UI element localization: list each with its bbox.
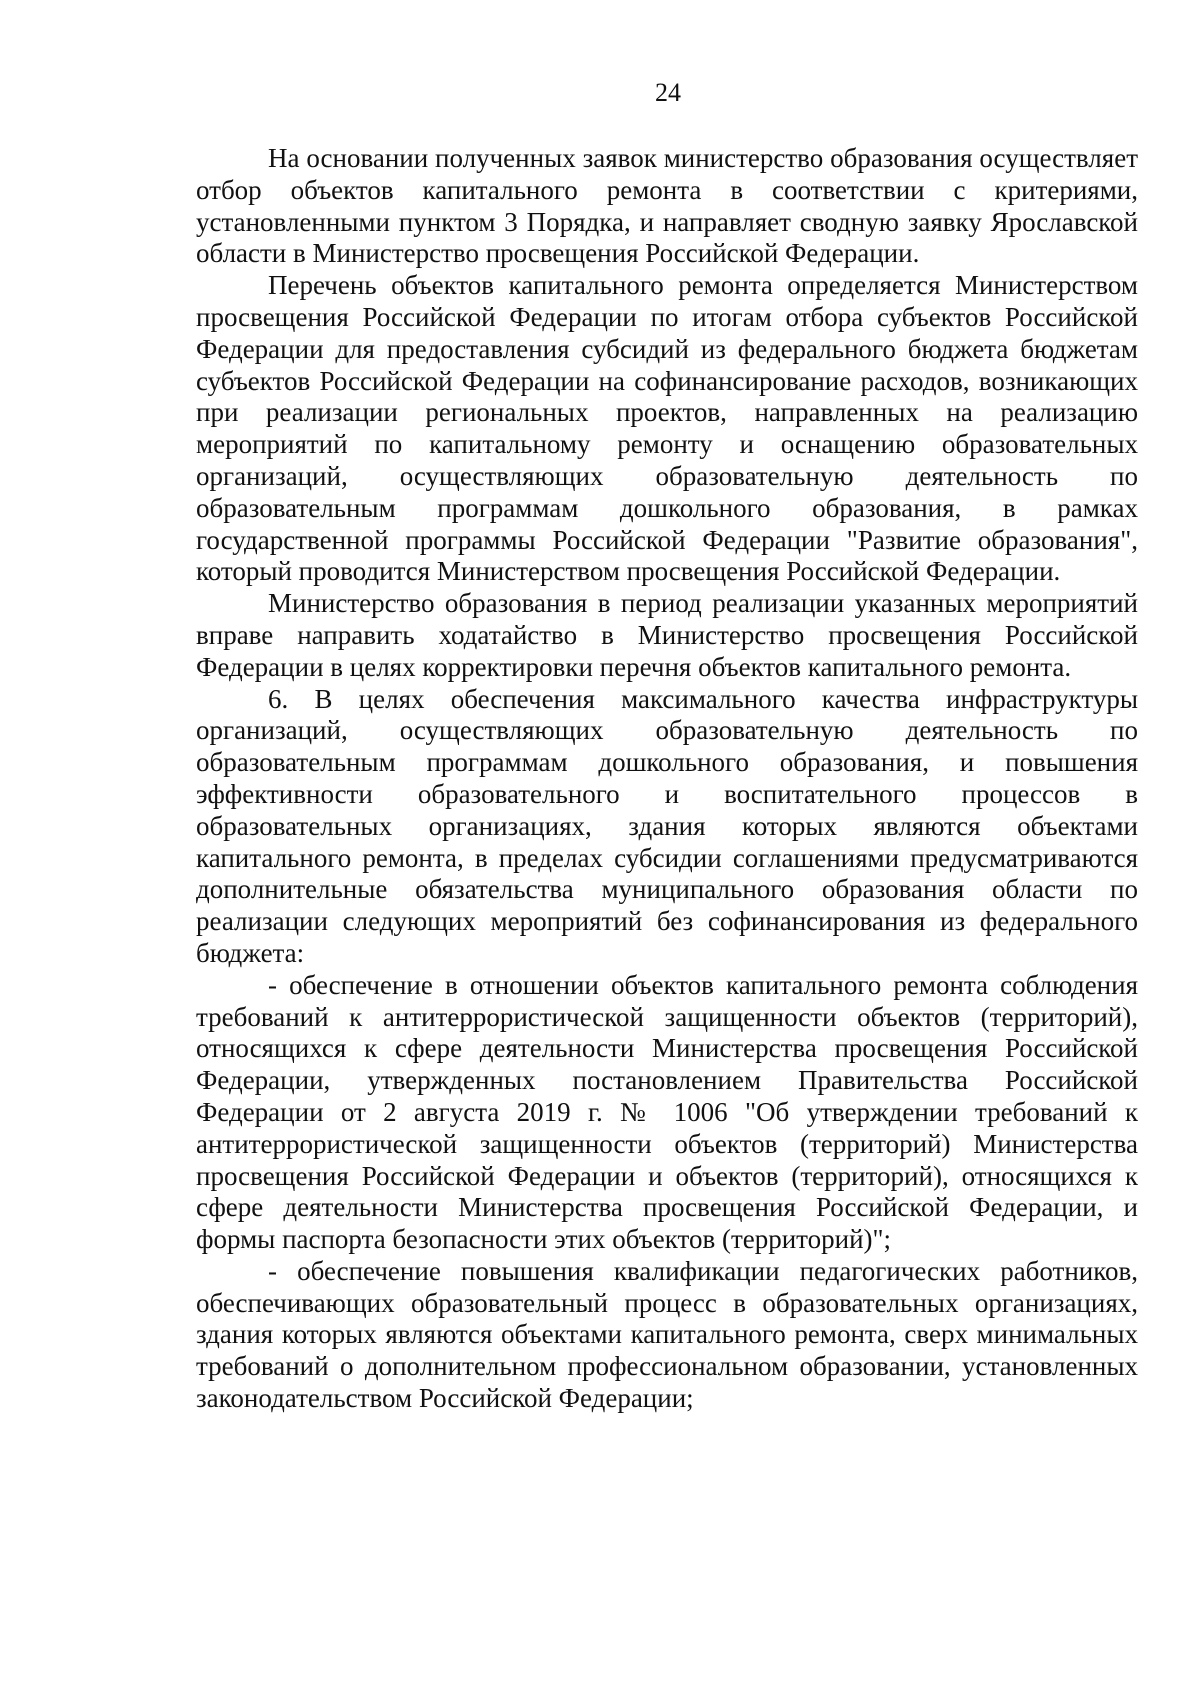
list-item-antiterrorism: - обеспечение в отношении объектов капитального ремонта соблюдения требований к антитеррористической защищенности объектов (территорий), относящихся к сфере деятельности Министерства просвещения Российской Федерации, утвержденных постановлением Правительства Российской Федерации от 2 августа 2019 г. № 1006 "Об утверждении требований к антитеррористической защищенности объектов (территорий) Министерства просвещения Российской Федерации и объектов (территорий), относящихся к сфере деятельности Министерства просвещения Российской Федерации, и формы паспорта безопасности этих объектов (территорий)"; [196, 969, 1138, 1255]
list-item-qualification: - обеспечение повышения квалификации педагогических работников, обеспечивающих образовательный процесс в образовательных организациях, здания которых являются объектами капитального ремонта, сверх минимальных требований о дополнительном профессиональном образовании, установленных законодательством Российской Федерации; [196, 1255, 1138, 1414]
page-number: 24 [655, 78, 681, 107]
paragraph-section-6: 6. В целях обеспечения максимального качества инфраструктуры организаций, осуществляющих образовательную деятельность по образовательным программам дошкольного образования, и повышения эффективности образовательного и воспитательного процессов в образовательных организациях, здания которых являются объектами капитального ремонта, в пределах субсидии соглашениями предусматриваются дополнительные обязательства муниципального образования области по реализации следующих мероприятий без софинансирования из федерального бюджета: [196, 683, 1138, 968]
paragraph-selection-of-objects: На основании полученных заявок министерство образования осуществляет отбор объектов капитального ремонта в соответствии с критериями, установленными пунктом 3 Порядка, и направляет сводную заявку Ярославской области в Министерство просвещения Российской Федерации. [196, 143, 1138, 269]
document-body [196, 143, 1138, 1415]
paragraph-petition: Министерство образования в период реализации указанных мероприятий вправе направить ходатайство в Министерство просвещения Российской Федерации в целях корректировки перечня объектов капитального ремонта. [196, 588, 1138, 682]
paragraph-list-of-objects: Перечень объектов капитального ремонта определяется Министерством просвещения Российской Федерации по итогам отбора субъектов Российской Федерации для предоставления субсидий из федерального бюджета бюджетам субъектов Российской Федерации на софинансирование расходов, возникающих при реализации региональных проектов, направленных на реализацию мероприятий по капитальному ремонту и оснащению образовательных организаций, осуществляющих образовательную деятельность по образовательным программам дошкольного образования, в рамках государственной программы Российской Федерации "Развитие образования", который проводится Министерством просвещения Российской Федерации. [196, 270, 1138, 587]
